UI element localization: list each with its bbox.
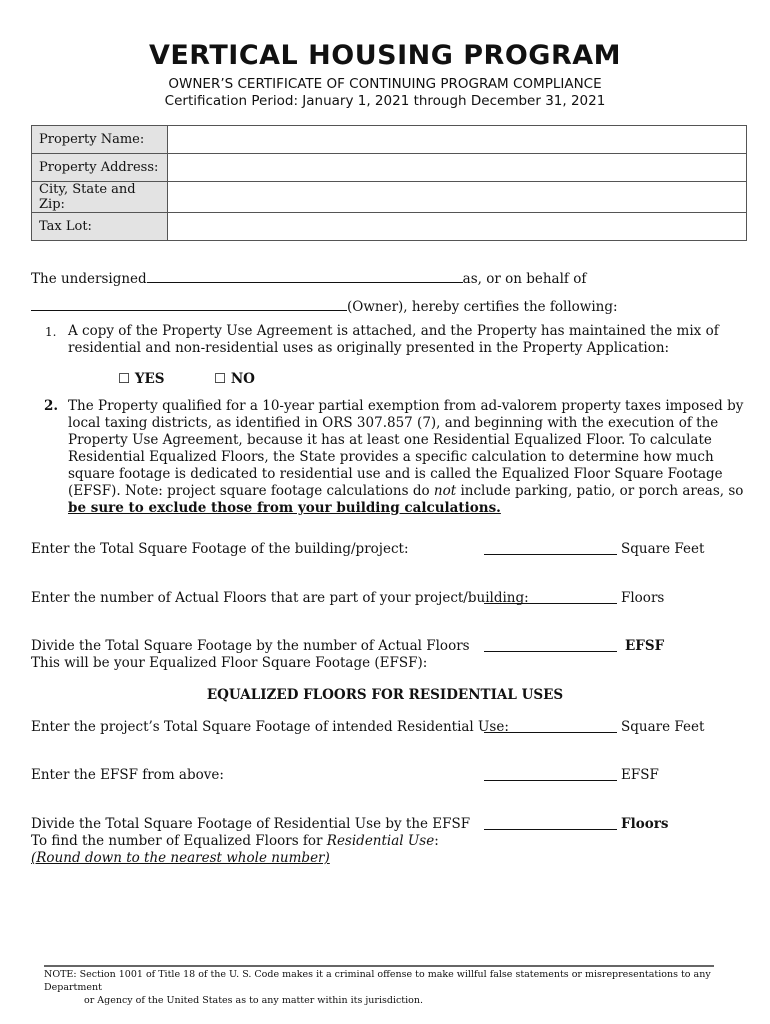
property-info-table — [31, 125, 747, 241]
efsf-unit: EFSF — [625, 638, 665, 654]
item-2-not-emphasis: not — [433, 483, 457, 499]
item-2-text-part: include parking, patio, or porch areas, so — [456, 483, 744, 499]
table-row — [32, 213, 747, 241]
undersigned-label: The undersigned — [31, 271, 147, 287]
efsf-from-above-unit: EFSF — [621, 767, 659, 783]
residential-use-emphasis: Residential Use — [326, 833, 435, 849]
res-sqft-unit: Square Feet — [621, 719, 705, 735]
floors-unit: Floors — [621, 590, 665, 606]
undersigned-line — [31, 268, 751, 288]
certification-period: Certification Period: January 1, 2021 through December 31, 2021 — [164, 93, 606, 109]
efsf-result-field[interactable] — [484, 651, 617, 652]
on-behalf-label: as, or on behalf of — [462, 271, 587, 287]
footer-note-line-1: NOTE: Section 1001 of Title 18 of the U. S. Code makes it a criminal offense to make willful false statements or misrepresentations to any Department — [44, 969, 711, 993]
table-row — [32, 126, 747, 154]
total-sqft-label: Enter the Total Square Footage of the building/project: — [31, 541, 409, 557]
no-option[interactable] — [214, 371, 255, 388]
efsf-from-above-field[interactable] — [484, 780, 617, 781]
property-name-field[interactable] — [168, 126, 747, 154]
item-2-number: 2. — [44, 398, 59, 414]
divide-line-2: This will be your Equalized Floor Square Footage (EFSF): — [31, 655, 428, 671]
res-divide-line-2 — [31, 833, 439, 850]
res-sqft-label: Enter the project’s Total Square Footage of intended Residential Use: — [31, 719, 509, 735]
res-floors-unit: Floors — [621, 816, 669, 832]
item-2-exclude-warning: be sure to exclude those from your building calculations. — [68, 500, 501, 516]
residential-heading: EQUALIZED FLOORS FOR RESIDENTIAL USES — [206, 687, 564, 703]
undersigned-name-field[interactable] — [147, 268, 463, 283]
owner-line — [31, 296, 751, 316]
divide-line-1: Divide the Total Square Footage by the number of Actual Floors — [31, 638, 470, 654]
res-divide-text: To find the number of Equalized Floors for — [31, 833, 327, 849]
item-1-number: 1. — [45, 325, 57, 339]
property-address-field[interactable] — [168, 154, 747, 182]
tax-lot-label: Tax Lot: — [32, 213, 168, 241]
footer-note-line-2: or Agency of the United States as to any matter within its jurisdiction. — [84, 995, 424, 1006]
efsf-from-above-label: Enter the EFSF from above: — [31, 767, 224, 783]
yes-label: YES — [134, 371, 165, 387]
city-state-zip-label: City, State and Zip: — [32, 182, 168, 213]
item-1-text: A copy of the Property Use Agreement is attached, and the Property has maintained the mix of residential and non-residential uses as originally presented in the Property Application: — [68, 323, 719, 356]
item-2-text-part: The Property qualified for a 10-year partial exemption from ad-valorem property taxes imposed by local taxing districts, as identified in ORS 307.857 (7), and beginning with the execution of the Property Use Agreement, because it has at least one Residential Equalized Floor. To calculate Residential Equalized Floors, the State provides a specific calculation to determine how much square footage is dedicated to residential use and is called the Equalized Floor Square Footage (EFSF). Note: project square footage calculations do — [68, 398, 744, 499]
footer-divider — [44, 965, 714, 967]
property-address-label: Property Address: — [32, 154, 168, 182]
property-name-label: Property Name: — [32, 126, 168, 154]
yes-option[interactable] — [118, 371, 165, 388]
city-state-zip-field[interactable] — [168, 182, 747, 213]
item-2-text — [68, 398, 750, 517]
form-subtitle: OWNER’S CERTIFICATE OF CONTINUING PROGRAM COMPLIANCE — [168, 76, 602, 92]
total-sqft-unit: Square Feet — [621, 541, 705, 557]
checkbox-icon[interactable]: ☐ — [214, 371, 227, 387]
res-divide-line-1: Divide the Total Square Footage of Residential Use by the EFSF — [31, 816, 471, 832]
page-title: VERTICAL HOUSING PROGRAM — [148, 40, 622, 71]
res-floors-field[interactable] — [484, 829, 617, 830]
tax-lot-field[interactable] — [168, 213, 747, 241]
table-row — [32, 154, 747, 182]
total-sqft-field[interactable] — [484, 554, 617, 555]
res-sqft-field[interactable] — [484, 732, 617, 733]
floors-field[interactable] — [484, 603, 617, 604]
round-down-note: (Round down to the nearest whole number) — [31, 850, 330, 866]
floors-label: Enter the number of Actual Floors that are part of your project/building: — [31, 590, 529, 606]
checkbox-icon[interactable]: ☐ — [118, 371, 131, 387]
owner-name-field[interactable] — [31, 296, 347, 311]
no-label: NO — [230, 371, 255, 387]
table-row — [32, 182, 747, 213]
res-divide-colon: : — [434, 833, 439, 849]
owner-certifies-label: (Owner), hereby certifies the following: — [347, 299, 618, 315]
footer-note — [44, 968, 719, 1007]
